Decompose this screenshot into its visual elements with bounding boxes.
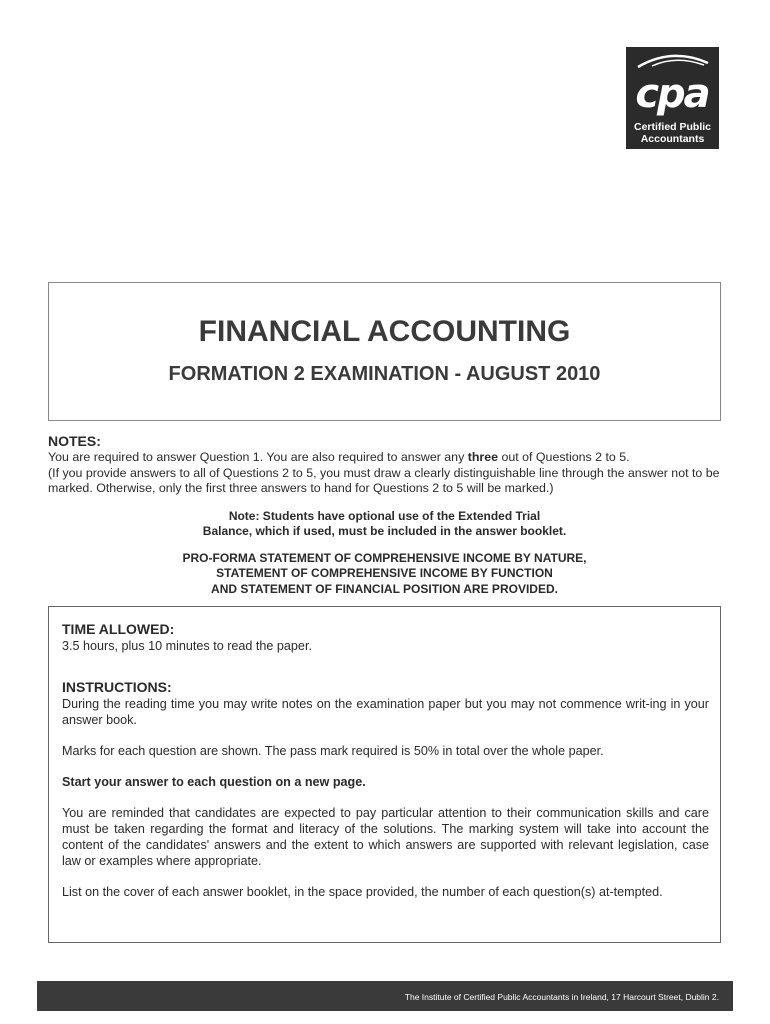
extended-tb-note: [48, 509, 721, 540]
instructions-heading: INSTRUCTIONS:: [62, 679, 172, 695]
notes-section: [48, 433, 728, 497]
time-allowed-heading: TIME ALLOWED:: [62, 621, 175, 637]
info-content: [62, 620, 709, 900]
extended-tb-note-line2: Balance, which if used, must be included in the answer booklet.: [202, 524, 567, 539]
notes-heading: NOTES:: [48, 433, 101, 449]
footer-address: The Institute of Certified Public Accountants in Ireland, 17 Harcourt Street, Dublin 2.: [404, 992, 719, 1002]
time-allowed-text: 3.5 hours, plus 10 minutes to read the paper.: [62, 639, 312, 653]
proforma-line3: AND STATEMENT OF FINANCIAL POSITION ARE PROVIDED.: [211, 581, 558, 596]
exam-subtitle: FORMATION 2 EXAMINATION - AUGUST 2010: [168, 363, 601, 385]
logo-tagline-line1: Certified Public: [633, 121, 711, 133]
proforma-note: [48, 551, 721, 597]
logo-tagline-line2: Accountants: [640, 133, 705, 145]
notes-line1-post: out of Questions 2 to 5.: [498, 450, 630, 464]
notes-line1-bold: three: [467, 450, 499, 464]
extended-tb-note-line1: Note: Students have optional use of the Extended Trial: [228, 509, 541, 523]
instructions-p2: Marks for each question are shown. The pass mark required is 50% in total over the whole paper.: [62, 744, 604, 758]
instructions-p3: Start your answer to each question on a new page.: [62, 775, 366, 789]
notes-line1-pre: You are required to answer Question 1. You are also required to answer any: [48, 450, 468, 464]
exam-title: FINANCIAL ACCOUNTING: [198, 315, 571, 348]
cpa-logo: [626, 47, 719, 149]
logo-tagline: [626, 121, 719, 145]
instructions-p5: List on the cover of each answer booklet, in the space provided, the number of each question(s) at-tempted.: [62, 885, 663, 899]
proforma-line2: STATEMENT OF COMPREHENSIVE INCOME BY FUNCTION: [216, 566, 553, 581]
logo-wordmark: cpa: [635, 71, 709, 117]
instructions-p4: You are reminded that candidates are expected to pay particular attention to their communication skills and care must be taken regarding the format and literacy of the solutions. The marking system will take into account the content of the candidates' answers and the extent to which answers are supported with relevant legislation, case law or examples where appropriate.: [62, 806, 709, 868]
cpa-logo-mark: [632, 53, 713, 117]
instructions-p1: During the reading time you may write notes on the examination paper but you may not commence writ-ing in your answer book.: [62, 697, 709, 727]
notes-line1: [48, 450, 728, 466]
proforma-line1: PRO-FORMA STATEMENT OF COMPREHENSIVE INCOME BY NATURE,: [182, 551, 587, 565]
footer-bar: [37, 981, 733, 1011]
title-box: [48, 282, 721, 421]
info-box: [48, 606, 721, 943]
notes-line2: (If you provide answers to all of Questions 2 to 5, you must draw a clearly distinguishable line through the answer not to be marked. Otherwise, only the first three answers to hand for Questions 2 to 5 will be marked.): [48, 465, 720, 496]
